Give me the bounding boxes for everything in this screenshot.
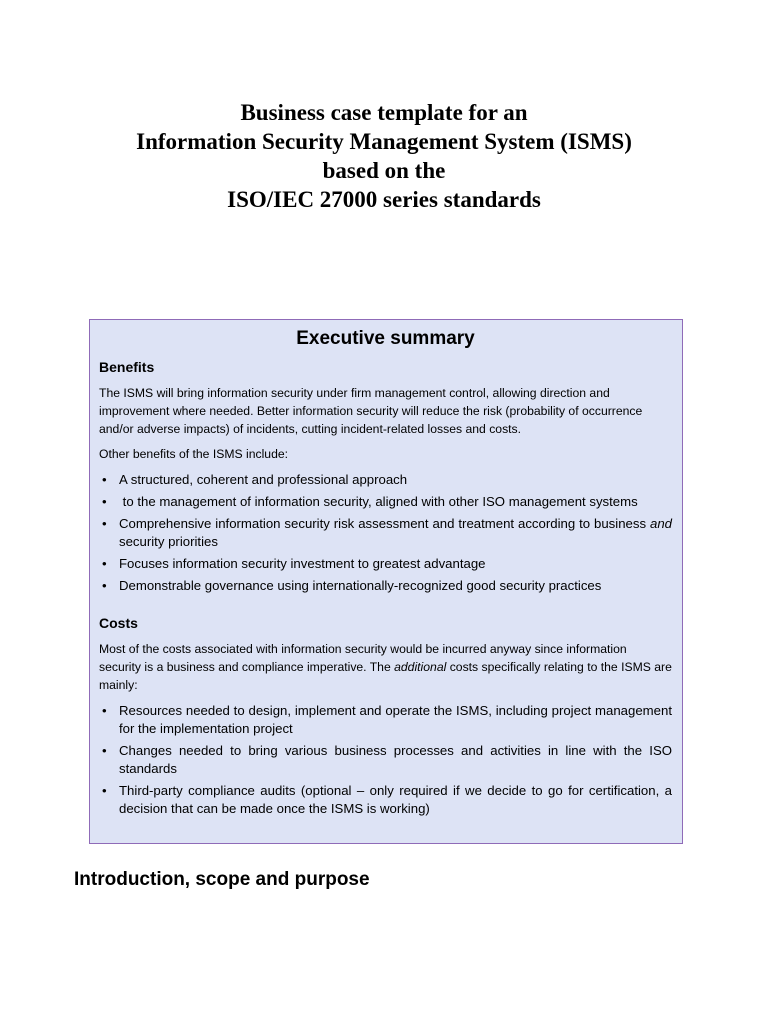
costs-paragraph-part: Most of the costs associated with information security would be incurred anyway since information security is a business and compliance imperative. The (99, 642, 627, 674)
title-line-2: Information Security Management System (ISMS) (136, 129, 632, 154)
costs-paragraph-part: costs specifically relating to the ISMS are mainly: (99, 660, 672, 692)
list-item (99, 471, 672, 489)
list-item (99, 577, 672, 595)
bullet-icon: • (102, 516, 107, 531)
list-item (99, 742, 672, 778)
executive-summary-heading: Executive summary (296, 328, 475, 349)
list-item-text: Third-party compliance audits (optional – only required if we decide to go for certification, a decision that can be made once the ISMS is working) (119, 783, 672, 816)
executive-summary-box[interactable] (89, 319, 683, 844)
costs-paragraph-emphasis: additional (394, 660, 447, 674)
bullet-icon: • (102, 783, 107, 798)
document-title (0, 98, 768, 214)
list-item (99, 702, 672, 738)
benefits-paragraph: The ISMS will bring information security under firm management control, allowing direction and improvement where needed. Better information security will reduce the risk (probability of occurrence and/or adverse impacts) of incidents, cutting incident-related losses and costs. (99, 386, 643, 436)
list-item-emphasis: and (649, 516, 672, 531)
benefits-intro: Other benefits of the ISMS include: (99, 447, 289, 461)
costs-paragraph (99, 640, 672, 694)
bullet-icon: • (102, 472, 107, 487)
title-line-1: Business case template for an (240, 100, 528, 125)
bullet-icon: • (102, 578, 107, 593)
list-item-text: to the management of information security, aligned with other ISO management systems (119, 494, 638, 509)
list-item-text (119, 516, 672, 549)
list-item-text: Resources needed to design, implement and operate the ISMS, including project management for the implementation project (119, 703, 672, 736)
benefits-list (99, 471, 672, 595)
title-line-4: ISO/IEC 27000 series standards (227, 187, 541, 212)
list-item (99, 493, 672, 511)
list-item-text: Demonstrable governance using internationally-recognized good security practices (119, 578, 602, 593)
section-heading: Introduction, scope and purpose (74, 869, 370, 890)
costs-heading: Costs (99, 615, 138, 631)
benefits-heading: Benefits (99, 359, 155, 375)
list-item-text: Focuses information security investment to greatest advantage (119, 556, 486, 571)
bullet-icon: • (102, 556, 107, 571)
list-item-text-part: Comprehensive information security risk assessment and treatment according to business (119, 516, 650, 531)
list-item (99, 782, 672, 818)
title-line-3: based on the (322, 158, 446, 183)
list-item-text-part: security priorities (119, 534, 218, 549)
costs-list (99, 702, 672, 818)
bullet-icon: • (102, 703, 107, 718)
list-item-text: Changes needed to bring various business processes and activities in line with the ISO standards (119, 743, 672, 776)
bullet-icon: • (102, 743, 107, 758)
bullet-icon: • (102, 494, 107, 509)
list-item (99, 515, 672, 551)
list-item-text: A structured, coherent and professional approach (119, 472, 408, 487)
list-item (99, 555, 672, 573)
